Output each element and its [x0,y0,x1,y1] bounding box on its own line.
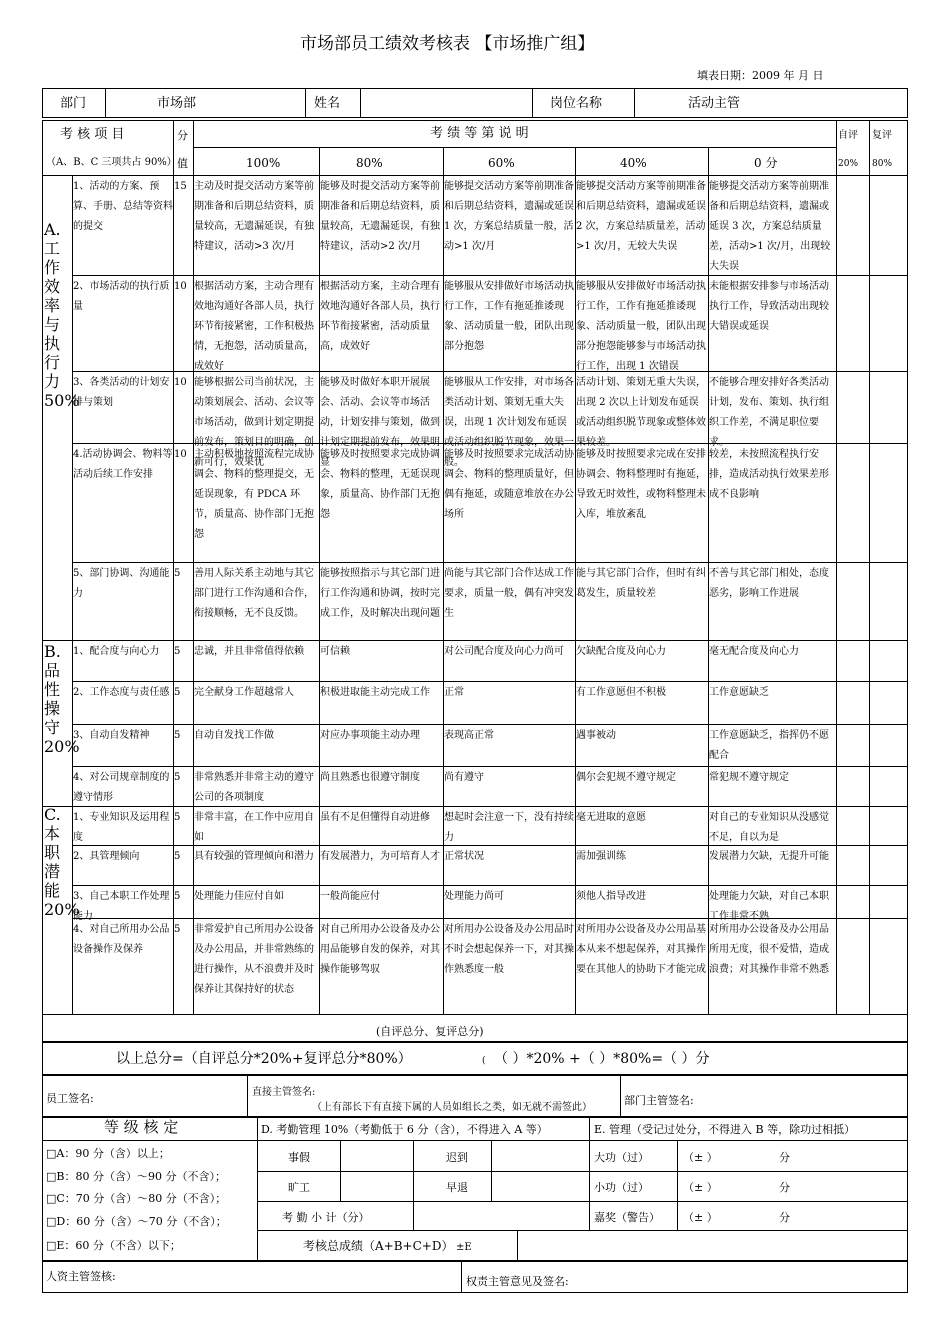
self-eval-pct: 20% [838,159,859,169]
desc-title: 考 绩 等 第 说 明 [430,126,529,141]
commendation-value[interactable]: （± ） [683,1211,718,1224]
section-b-label: B.品性操守20% [44,642,80,756]
score-col-bottom: 值 [177,157,188,170]
level-description-l60: 能够及时按照要求完成活动协调会、物料的整理质量好，但偶有拖延，或随意堆放在办公场所 [444,449,574,520]
self-eval-cell[interactable] [837,444,868,561]
level-description-l40: 欠缺配合度及向心力 [576,646,666,657]
commendation-label: 嘉奖（警告） [594,1211,660,1224]
level-description-l80: 能够及时按照要求完成协调会、物料的整理，无延误现象，质量高、协作部门无抱怨 [320,449,440,520]
review-label: 复评 [872,130,892,141]
self-eval-cell[interactable] [837,725,868,765]
grade-e[interactable]: □E：60 分（不含）以下； [46,1239,181,1252]
self-eval-cell[interactable] [837,176,868,274]
level-description-l80: 能够及时做好本职开展展会、活动、会议等市场活动，计划安排与策划，做到计划定期提前发布，效果明显 [320,377,440,468]
criteria-score: 5 [174,687,181,698]
level-description-l80: 根据活动方案，主动合理有效地沟通好各部人员，执行环节衔接紧密，活动质量高，成效好 [320,281,440,352]
criteria-item: 1、活动的方案、预算、手册、总结等资料的提交 [73,181,173,232]
self-eval-cell[interactable] [837,563,868,639]
self-eval-cell[interactable] [837,682,868,723]
attendance-subtotal-label: 考 勤 小 计（分） [282,1211,370,1224]
criteria-item: 2、具管理倾向 [73,851,140,862]
level-description-l100: 根据活动方案，主动合理有效地沟通好各部人员，执行环节衔接紧密，工作积极热情，无抱怨，活动质量高，成效好 [194,281,314,372]
level-description-l80: 对应办事项能主动办理 [320,730,420,741]
self-eval-cell[interactable] [837,641,868,680]
criteria-score: 10 [174,377,187,388]
major-merit-label: 大功（过） [594,1151,649,1164]
score-col-top: 分 [177,129,188,142]
criteria-item: 4、对公司规章制度的遵守情形 [73,772,170,803]
grade-c[interactable]: □C：70 分（含）～80 分（不含）； [46,1192,227,1205]
grade-b[interactable]: □B：80 分（含）～90 分（不含）； [46,1170,226,1183]
level-description-l0: 处理能力欠缺，对自己本职工作非常不熟 [709,891,829,922]
level-description-l40: 须他人指导改进 [576,891,646,902]
level-description-l60: 正常状况 [444,851,484,862]
level-description-l100: 处理能力佳应付自如 [194,891,284,902]
criteria-score: 15 [174,181,187,192]
level-description-l80: 虽有不足但懂得自动进修 [320,812,430,823]
level-description-l40: 偶尔会犯规不遵守规定 [576,772,676,783]
level-60: 60% [488,156,515,170]
level-description-l40: 能够提交活动方案等前期准备和后期总结资料，遗漏或延误 2 次，方案总结质量差，活动>1 次/月，无较大失误 [576,181,706,252]
level-40: 40% [620,156,647,170]
review-cell[interactable] [870,846,907,884]
level-description-l80: 尚且熟悉也很遵守制度 [320,772,420,783]
criteria-item: 3、各类活动的计划安排与策划 [73,377,170,408]
level-description-l100: 自动自发找工作做 [194,730,274,741]
review-cell[interactable] [870,886,907,917]
level-description-l0: 对自己的专业知识从没感觉不足，自以为是 [709,812,829,843]
level-description-l0: 对所用办公设备及办公用品所用无度，很不爱惜，造成浪费；对其操作非常不熟悉 [709,924,829,975]
final-score-suffix: ±E [456,1242,472,1253]
grade-a[interactable]: □A：90 分（含）以上； [46,1147,170,1160]
review-cell[interactable] [870,919,907,1013]
level-description-l60: 表现高正常 [444,730,494,741]
criteria-score: 5 [174,772,181,783]
level-description-l0: 能够提交活动方案等前期准备和后期总结资料，遗漏或延误 3 次，方案总结质量差，活动>1 次/月，出现较大失误 [709,181,831,272]
level-description-l80: 积极进取能主动完成工作 [320,687,430,698]
employee-signature[interactable]: 员工签名: [46,1092,94,1105]
fill-date: 填表日期：2009 年 月 日 [697,69,824,82]
criteria-item: 5、部门协调、沟通能力 [73,568,170,599]
level-description-l60: 正常 [444,687,464,698]
level-description-l80: 对自己所用办公设备及办公用品能够自发的保养，对其操作能够驾驭 [320,924,440,975]
post-value: 活动主管 [688,96,741,111]
level-description-l60: 能够提交活动方案等前期准备和后期总结资料，遗漏或延误 1 次，方案总结质量一般，活动>1 次/月 [444,181,574,252]
row-divider [42,640,908,641]
self-eval-cell[interactable] [837,767,868,805]
level-description-l100: 非常丰富，在工作中应用自如 [194,812,314,843]
criteria-score: 5 [174,891,181,902]
criteria-item: 3、自动自发精神 [73,730,150,741]
self-eval-cell[interactable] [837,372,868,442]
level-description-l100: 主动积极地按照流程完成协调会、物料的整理提交，无延误现象，有 PDCA 环节，质量高、协作部门无抱怨 [194,449,314,540]
level-description-l40: 能与其它部门合作，但时有纠葛发生，质量较差 [576,568,706,599]
review-cell[interactable] [870,372,907,442]
level-description-l100: 能够根据公司当前状况，主动策划展会、活动、会议等市场活动，做到计划定期提前发布，策划目的明确，创新可行，效果优 [194,377,314,468]
level-description-l0: 工作意愿缺乏，指挥仍不愿配合 [709,730,829,761]
criteria-item: 3、自己本职工作处理能力 [73,891,170,922]
level-description-l0: 毫无配合度及向心力 [709,646,799,657]
level-description-l80: 能够按照指示与其它部门进行工作沟通和协调，按时完成工作，及时解决出现问题 [320,568,440,619]
level-description-l60: 尚有遵守 [444,772,484,783]
level-description-l40: 遇事被动 [576,730,616,741]
level-description-l80: 一般尚能应付 [320,891,380,902]
review-cell[interactable] [870,725,907,765]
final-score-label: 考核总成绩（A+B+C+D） [303,1239,454,1253]
level-description-l0: 较差，未按照流程执行安排，造成活动执行效果差形成不良影响 [709,449,829,500]
level-description-l60: 对所用办公设备及办公用品时不时会想起保养一下，对其操作熟悉度一般 [444,924,574,975]
level-description-l80: 有发展潜力，为可培育人才 [320,851,440,862]
section-c-label: C.本职潜能20% [44,805,80,919]
level-80: 80% [356,156,383,170]
row-divider [72,681,908,682]
row-divider [72,724,908,725]
criteria-item: 4、对自己所用办公品设备操作及保养 [73,924,170,955]
post-label: 岗位名称 [550,96,603,111]
self-eval-label: 自评 [838,130,858,141]
level-description-l100: 非常熟悉并非常主动的遵守公司的各项制度 [194,772,314,803]
row-divider [72,885,908,886]
level-description-l60: 能够服从安排做好市场活动执行工作，工作有拖延推诿现象、活动质量一般，团队出现部分抱怨 [444,281,574,352]
review-cell[interactable] [870,176,907,274]
form-title: 市场部员工绩效考核表 【市场推广组】 [300,34,595,54]
grading-title: 等 级 核 定 [104,1118,179,1136]
level-description-l0: 不善与其它部门相处，态度恶劣，影响工作进展 [709,568,829,599]
level-description-l0: 常犯规不遵守规定 [709,772,789,783]
level-description-l100: 具有较强的管理倾向和潜力 [194,851,314,862]
level-description-l0: 不能够合理安排好各类活动计划，发布、策划、执行组织工作差，不满足职位要求。 [709,377,829,448]
level-description-l40: 有工作意愿但不积极 [576,687,666,698]
level-description-l100: 主动及时提交活动方案等前期准备和后期总结资料，质量较高，无遗漏延误，有独特建议，活动>3 次/月 [194,181,314,252]
criteria-score: 5 [174,851,181,862]
row-divider [72,275,908,276]
self-eval-cell[interactable] [837,919,868,1013]
early-leave-label: 早退 [446,1181,468,1194]
review-cell[interactable] [870,682,907,723]
direct-supervisor-signature[interactable]: 直接主管签名: [252,1087,316,1098]
review-cell[interactable] [870,641,907,680]
review-cell[interactable] [870,444,907,561]
row-divider [72,562,908,563]
hr-supervisor-signature[interactable]: 人资主管签核: [46,1270,116,1283]
total-label: 以上总分=（自评总分*20%+复评总分*80%） [116,1051,412,1067]
level-description-l40: 毫无进取的意愿 [576,812,646,823]
leave-label: 事假 [288,1151,310,1164]
level-description-l60: 处理能力尚可 [444,891,504,902]
criteria-item: 4.活动协调会、物料等活动后续工作安排 [73,449,173,480]
review-cell[interactable] [870,563,907,639]
self-eval-cell[interactable] [837,886,868,917]
self-eval-cell[interactable] [837,846,868,884]
item-col-sub: （A、B、C 三项共占 90%） [46,157,177,168]
major-merit-value[interactable]: （± ） [683,1151,718,1164]
late-label: 迟到 [446,1151,468,1164]
minor-merit-value[interactable]: （± ） [683,1181,718,1194]
criteria-item: 2、市场活动的执行质量 [73,281,170,312]
row-divider [72,918,908,919]
review-cell[interactable] [870,807,907,844]
row-divider [42,806,908,807]
level-description-l100: 完全献身工作超越常人 [194,687,294,698]
level-description-l40: 对所用办公设备及办公用品基本从来不想起保养，对其操作要在其他人的协助下才能完成 [576,924,706,975]
level-description-l40: 需加强训练 [576,851,626,862]
level-description-l0: 未能根据安排参与市场活动执行工作，导致活动出现较大错误或延误 [709,281,829,332]
level-description-l0: 工作意愿缺乏 [709,687,769,698]
level-description-l60: 想起时会注意一下，没有持续力 [444,812,574,843]
direct-supervisor-note: （上有部长下有直接下属的人员如组长之类，如无就不需签此） [312,1102,592,1113]
dept-value: 市场部 [157,96,197,111]
level-100: 100% [246,156,281,170]
criteria-score: 5 [174,924,181,935]
total-formula[interactable]: （ ）*20% +（ ）*80%=（ ）分 [494,1051,710,1067]
grade-d[interactable]: □D：60 分（含）～70 分（不含）； [46,1215,227,1228]
level-description-l80: 可信赖 [320,646,350,657]
review-pct: 80% [872,159,893,169]
level-description-l100: 善用人际关系主动地与其它部门进行工作沟通和合作，衔接顺畅，无不良反馈。 [194,568,314,619]
self-eval-cell[interactable] [837,807,868,844]
criteria-score: 5 [174,568,181,579]
dept-label: 部门 [60,96,87,111]
name-label: 姓名 [314,96,341,111]
level-description-l60: 能够服从工作安排，对市场各类活动计划、策划无重大失误，出现 1 次计划发布延误或活动组织脱节现象，效果一般。 [444,377,574,468]
level-description-l80: 能够及时提交活动方案等前期准备和后期总结资料，质量较高，无遗漏延误，有独特建议，活动>2 次/月 [320,181,440,252]
criteria-score: 10 [174,449,187,460]
row-divider [72,766,908,767]
minor-merit-unit: 分 [779,1181,790,1194]
level-description-l60: 尚能与其它部门合作达成工作要求，质量一般，偶有冲突发生 [444,568,574,619]
criteria-score: 10 [174,281,187,292]
criteria-item: 1、专业知识及运用程度 [73,812,170,843]
total-paren: ( [482,1056,486,1066]
dept-supervisor-signature[interactable]: 部门主管签名: [624,1094,694,1107]
level-description-l40: 能够及时按照要求完成在安排协调会、物料整理时有拖延，导致无时效性，或物料整理未入库，堆放紊乱 [576,449,706,520]
level-description-l100: 非常爱护自己所用办公设备及办公用品，并非常熟练的进行操作，从不浪费并及时保养让其保持好的状态 [194,924,314,995]
review-cell[interactable] [870,767,907,805]
level-0: 0 分 [754,156,778,170]
self-eval-cell[interactable] [837,276,868,370]
level-description-l100: 忠诚，并且非常值得依赖 [194,646,304,657]
commendation-unit: 分 [779,1211,790,1224]
level-description-l60: 对公司配合度及向心力尚可 [444,646,564,657]
authority-signature[interactable]: 权责主管意见及签名: [466,1275,569,1288]
level-description-l40: 活动计划、策划无重大失误，出现 2 次以上计划发布延误或活动组织脱节现象或整体效果较差。 [576,377,706,448]
major-merit-unit: 分 [779,1151,790,1164]
criteria-score: 5 [174,730,181,741]
subtotal-label: (自评总分、复评总分) [376,1025,484,1038]
attendance-title: D. 考勤管理 10%（考勤低于 6 分（含），不得进入 A 等） [261,1123,548,1136]
item-col-header: 考 核 项 目 [60,127,125,142]
minor-merit-label: 小功（过） [594,1181,649,1194]
level-description-l0: 发展潜力欠缺，无提升可能 [709,851,829,862]
section-a-label: A.工作效率与执行力50% [44,220,80,410]
review-cell[interactable] [870,276,907,370]
management-title: E. 管理（受记过处分，不得进入 B 等，除功过相抵） [594,1123,856,1136]
criteria-item: 1、配合度与向心力 [73,646,160,657]
criteria-item: 2、工作态度与责任感 [73,687,170,698]
level-description-l40: 能够服从安排做好市场活动执行工作，工作有拖延推诿现象、活动质量一般，团队出现部分抱怨能够参与市场活动执行工作，出现 1 次错误 [576,281,706,372]
criteria-score: 5 [174,646,181,657]
criteria-score: 5 [174,812,181,823]
absent-label: 旷工 [288,1181,310,1194]
